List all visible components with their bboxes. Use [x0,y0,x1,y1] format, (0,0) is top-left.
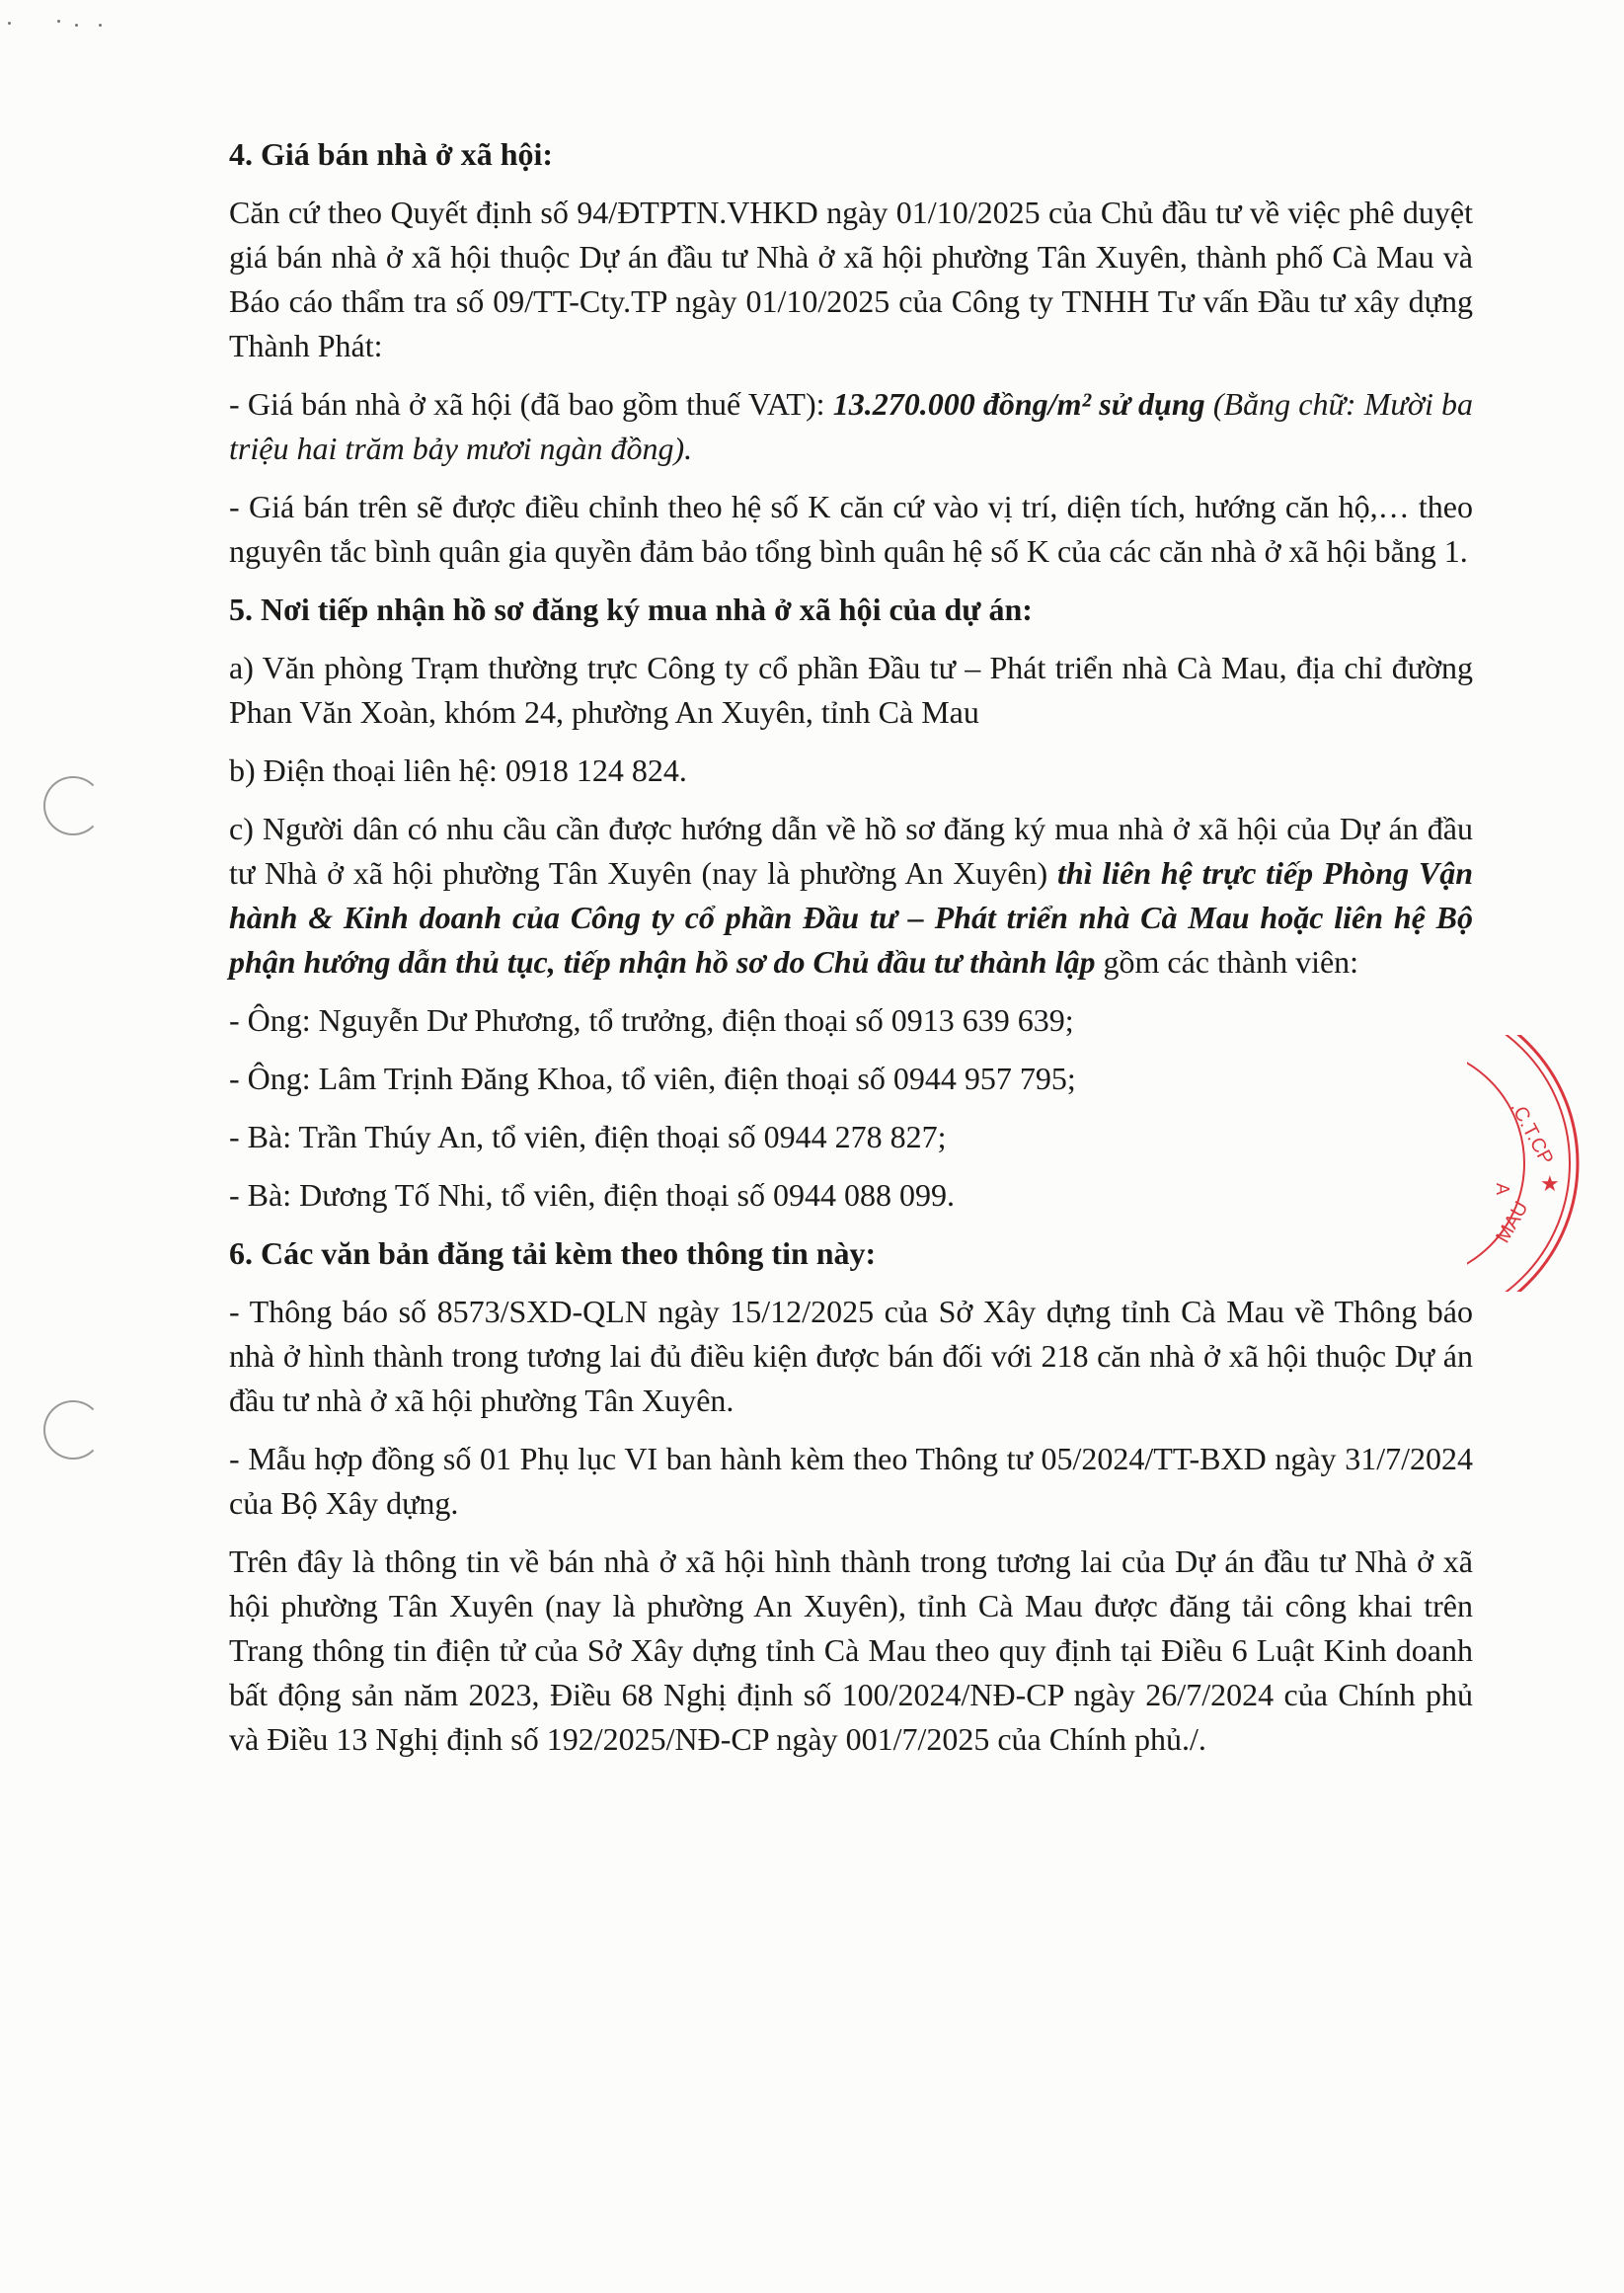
price-in-words: (Bằng chữ: Mười ba triệu hai trăm bảy mươi ngàn đồng). [229,386,1474,466]
member-item: - Ông: Nguyễn Dư Phương, tổ trưởng, điện thoại số 0913 639 639; [229,1002,1074,1038]
section-4-price-paragraph [229,382,1473,471]
scan-speck [57,20,60,23]
section-6-document-1: - Thông báo số 8573/SXD-QLN ngày 15/12/2025 của Sở Xây dựng tỉnh Cà Mau về Thông báo nhà ở hình thành trong tương lai đủ điều kiện được bán đối với 218 căn nhà ở xã hội thuộc Dự án đầu tư nhà ở xã hội phường Tân Xuyên. [229,1294,1473,1418]
company-seal-stamp [1467,1035,1595,1292]
price-prefix: - Giá bán nhà ở xã hội (đã bao gồm thuế VAT): [229,386,833,422]
section-6-document-2: - Mẫu hợp đồng số 01 Phụ lục VI ban hành kèm theo Thông tư 05/2024/TT-BXD ngày 31/7/2024 của Bộ Xây dựng. [229,1441,1473,1521]
svg-text:★: ★ [1540,1171,1560,1196]
section-4-heading: 4. Giá bán nhà ở xã hội: [229,136,554,172]
price-value: 13.270.000 đồng/m² sử dụng [832,386,1205,422]
closing-paragraph: Trên đây là thông tin về bán nhà ở xã hội hình thành trong tương lai của Dự án đầu tư Nhà ở xã hội phường Tân Xuyên (nay là phường An Xuyên), tỉnh Cà Mau được đăng tải công khai trên Trang thông tin điện tử của Sở Xây dựng tỉnh Cà Mau theo quy định tại Điều 6 Luật Kinh doanh bất động sản năm 2023, Điều 68 Nghị định số 100/2024/NĐ-CP ngày 26/7/2024 của Chính phủ và Điều 13 Nghị định số 192/2025/NĐ-CP ngày 001/7/2025 của Chính phủ./. [229,1543,1473,1757]
section-5-item-c [229,807,1473,985]
section-4-adjustment-paragraph: - Giá bán trên sẽ được điều chỉnh theo hệ số K căn cứ vào vị trí, diện tích, hướng căn hộ,… theo nguyên tắc bình quân gia quyền đảm bảo tổng bình quân hệ số K của các căn nhà ở xã hội bằng 1. [229,489,1473,569]
section-5-heading: 5. Nơi tiếp nhận hồ sơ đăng ký mua nhà ở xã hội của dự án: [229,592,1033,627]
member-item: - Bà: Trần Thúy An, tổ viên, điện thoại số 0944 278 827; [229,1119,947,1154]
punch-hole-upper [43,776,103,835]
member-item: - Bà: Dương Tố Nhi, tổ viên, điện thoại số 0944 088 099. [229,1177,955,1213]
section-5-item-b: b) Điện thoại liên hệ: 0918 124 824. [229,752,687,788]
svg-text:A: A [1493,1183,1512,1196]
item-c-contact-emphasis: thì liên hệ trực tiếp Phòng Vận hành & Kinh doanh của Công ty cổ phần Đầu tư – Phát triển nhà Cà Mau hoặc liên hệ Bộ phận hướng dẫn thủ tục, tiếp nhận hồ sơ do Chủ đầu tư thành lập [229,855,1474,980]
item-c-outro: gồm các thành viên: [1095,944,1359,980]
scan-speck [8,22,11,25]
section-6-heading: 6. Các văn bản đăng tải kèm theo thông tin này: [229,1235,877,1271]
svg-text:MAU: MAU [1492,1198,1533,1247]
scan-speck [99,24,102,27]
document-body [229,126,1473,1776]
member-item: - Ông: Lâm Trịnh Đăng Khoa, tổ viên, điện thoại số 0944 957 795; [229,1061,1076,1096]
svg-text:.C.T.CP: .C.T.CP [1506,1098,1558,1169]
scan-speck [75,24,78,27]
item-c-intro: c) Người dân có nhu cầu cần được hướng dẫn về hồ sơ đăng ký mua nhà ở xã hội của Dự án đầu tư Nhà ở xã hội phường Tân Xuyên (nay là phường An Xuyên) [229,811,1473,891]
section-4-basis-paragraph: Căn cứ theo Quyết định số 94/ĐTPTN.VHKD ngày 01/10/2025 của Chủ đầu tư về việc phê duyệt giá bán nhà ở xã hội thuộc Dự án đầu tư Nhà ở xã hội phường Tân Xuyên, thành phố Cà Mau và Báo cáo thẩm tra số 09/TT-Cty.TP ngày 01/10/2025 của Công ty TNHH Tư vấn Đầu tư xây dựng Thành Phát: [229,195,1473,363]
section-5-item-a: a) Văn phòng Trạm thường trực Công ty cổ phần Đầu tư – Phát triển nhà Cà Mau, địa chỉ đường Phan Văn Xoàn, khóm 24, phường An Xuyên, tỉnh Cà Mau [229,650,1473,730]
punch-hole-lower [43,1400,103,1460]
